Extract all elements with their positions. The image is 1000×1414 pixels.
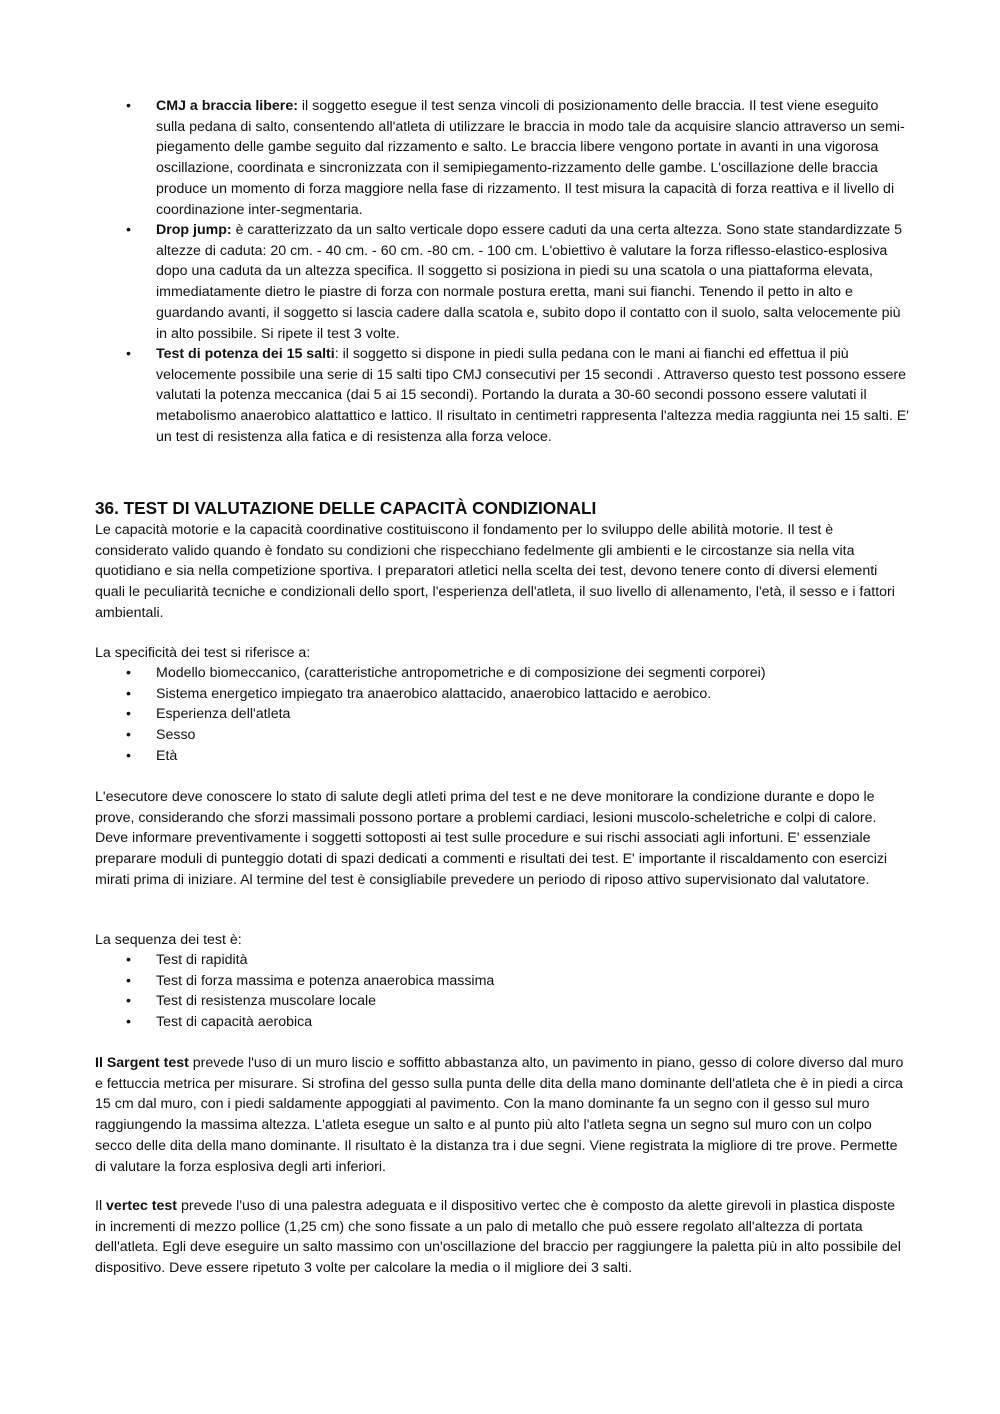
list-item: Sistema energetico impiegato tra anaerobico alattacido, anaerobico lattacido e aerobico. [156,686,712,702]
vertec-title: vertec test [106,1198,178,1214]
bullet-marker: • [126,222,131,238]
vertec-lead: Il [95,1198,107,1214]
bullet-marker: • [126,748,131,764]
bullet-title: CMJ a braccia libere: [156,98,298,114]
bullet-marker: • [126,973,131,989]
sargent-title: Il Sargent test [95,1055,189,1071]
bullet-text: il soggetto esegue il test senza vincoli di posizionamento delle braccia. Il test viene eseguito sulla pedana di salto, consentendo all'atleta di utilizzare le braccia in modo tale da acquisire slancio attraverso un semi-piegamento delle gambe seguito dal rizzamento e salto. Le braccia libere vengono portate in avanti in una vigorosa oscillazione, coordinata e sincronizzata con il semipiegamento-rizzamento delle gambe. L'oscillazione delle braccia produce un momento di forza maggiore nella fase di rizzamento. Il test misura la capacità di forza reattiva e il livello di coordinazione inter-segmentaria. [156,98,905,218]
specificity-intro: La specificità dei test si riferisce a: [95,645,311,661]
bullet-marker: • [126,98,131,114]
bullet-title: Test di potenza dei 15 salti [156,346,335,362]
sequence-intro: La sequenza dei test è: [95,932,242,948]
bullet-drop-jump [156,220,910,344]
vertec-paragraph [95,1196,910,1279]
list-item: Test di capacità aerobica [156,1014,313,1030]
bullet-marker: • [126,706,131,722]
list-item: Test di forza massima e potenza anaerobica massima [156,973,495,989]
executor-paragraph: L'esecutore deve conoscere lo stato di salute degli atleti prima del test e ne deve monitorare la condizione durante e dopo le prove, considerando che sforzi massimali possono portare a problemi cardiaci, lesioni muscolo-scheletriche e colpi di calore. Deve informare preventivamente i soggetti sottoposti ai test sulle procedure e sui rischi associati agli infortuni. E' essenziale preparare moduli di punteggio dotati di spazi dedicati a commenti e risultati dei test. E' importante il riscaldamento con esercizi mirati prima di iniziare. Al termine del test è consigliabile prevedere un periodo di riposo attivo supervisionato dal valutatore. [95,789,888,888]
bullet-cmj-braccia-libere [156,96,910,220]
list-item: Modello biomeccanico, (caratteristiche antropometriche e di composizione dei segmenti corporei) [156,665,766,681]
bullet-marker: • [126,665,131,681]
bullet-text: è caratterizzato da un salto verticale dopo essere caduti da una certa altezza. Sono state standardizzate 5 altezze di caduta: 20 cm. - 40 cm. - 60 cm. -80 cm. - 100 cm. L'obiettivo è valutare la forza riflesso-elastico-esplosiva dopo una caduta da un altezza specifica. Il soggetto si posiziona in piedi su una scatola o una piattaforma elevata, immediatamente dietro le piastre di forza con normale postura eretta, mani sui fianchi. Tenendo il petto in alto e guardando avanti, il soggetto si lascia cadere dalla scatola e, subito dopo il contatto con il suolo, salta velocemente più in alto possibile. Si ripete il test 3 volte. [156,222,903,342]
bullet-title: Drop jump: [156,222,232,238]
section-heading: 36. TEST DI VALUTAZIONE DELLE CAPACITÀ CONDIZIONALI [95,498,597,518]
list-item: Test di resistenza muscolare locale [156,993,377,1009]
sargent-paragraph [95,1053,910,1177]
intro-paragraph: Le capacità motorie e la capacità coordinative costituiscono il fondamento per lo sviluppo delle abilità motorie. Il test è considerato valido quando è fondato su condizioni che rispecchiano fedelmente gli ambienti e le circostanze sia nella vita quotidiano e sia nella competizione sportiva. I preparatori atletici nella scelta dei test, devono tenere conto di diversi elementi quali le peculiarità tecniche e condizionali dello sport, l'esperienza dell'atleta, il suo livello di allenamento, l'età, il sesso e i fattori ambientali. [95,522,895,621]
bullet-marker: • [126,952,131,968]
bullet-marker: • [126,346,131,362]
bullet-marker: • [126,727,131,743]
list-item: Sesso [156,727,196,743]
bullet-marker: • [126,1014,131,1030]
bullet-test-potenza-15-salti [156,344,910,448]
list-item: Età [156,748,178,764]
sargent-text: prevede l'uso di un muro liscio e soffitto abbastanza alto, un pavimento in piano, gesso di colore diverso dal muro e fettuccia metrica per misurare. Si strofina del gesso sulla punta delle dita della mano dominante dell'atleta che è in piedi a circa 15 cm dal muro, con i piedi saldamente appoggiati al pavimento. Con la mano dominante fa un segno con il gesso sul muro raggiungendo la massima altezza. L'atleta esegue un salto e al punto più alto l'atleta segna un segno sul muro con un colpo secco delle dita della mano dominante. Il risultato è la distanza tra i due segni. Viene registrata la migliore di tre prove. Permette di valutare la forza esplosiva degli arti inferiori. [95,1055,904,1175]
bullet-marker: • [126,686,131,702]
vertec-text: prevede l'uso di una palestra adeguata e il dispositivo vertec che è composto da alette girevoli in plastica disposte in incrementi di mezzo pollice (1,25 cm) che sono fissate a un palo di metallo che può essere regolato all'altezza di portata dell'atleta. Egli deve eseguire un salto massimo con un'oscillazione del braccio per raggiungere la paletta più in alto possibile del dispositivo. Deve essere ripetuto 3 volte per calcolare la media o il migliore dei 3 salti. [95,1198,901,1277]
list-item: Test di rapidità [156,952,248,968]
bullet-text: : il soggetto si dispone in piedi sulla pedana con le mani ai fianchi ed effettua il più velocemente possibile una serie di 15 salti tipo CMJ consecutivi per 15 secondi . Attraverso questo test possono essere valutati la potenza meccanica (dai 5 ai 15 secondi). Portando la durata a 30-60 secondi possono essere valutati il metabolismo anaerobico alattattico e lattico. Il risultato in centimetri rappresenta l'altezza media raggiunta nei 15 salti. E' un test di resistenza alla fatica e di resistenza alla forza veloce. [156,346,910,445]
list-item: Esperienza dell'atleta [156,706,291,722]
bullet-marker: • [126,993,131,1009]
